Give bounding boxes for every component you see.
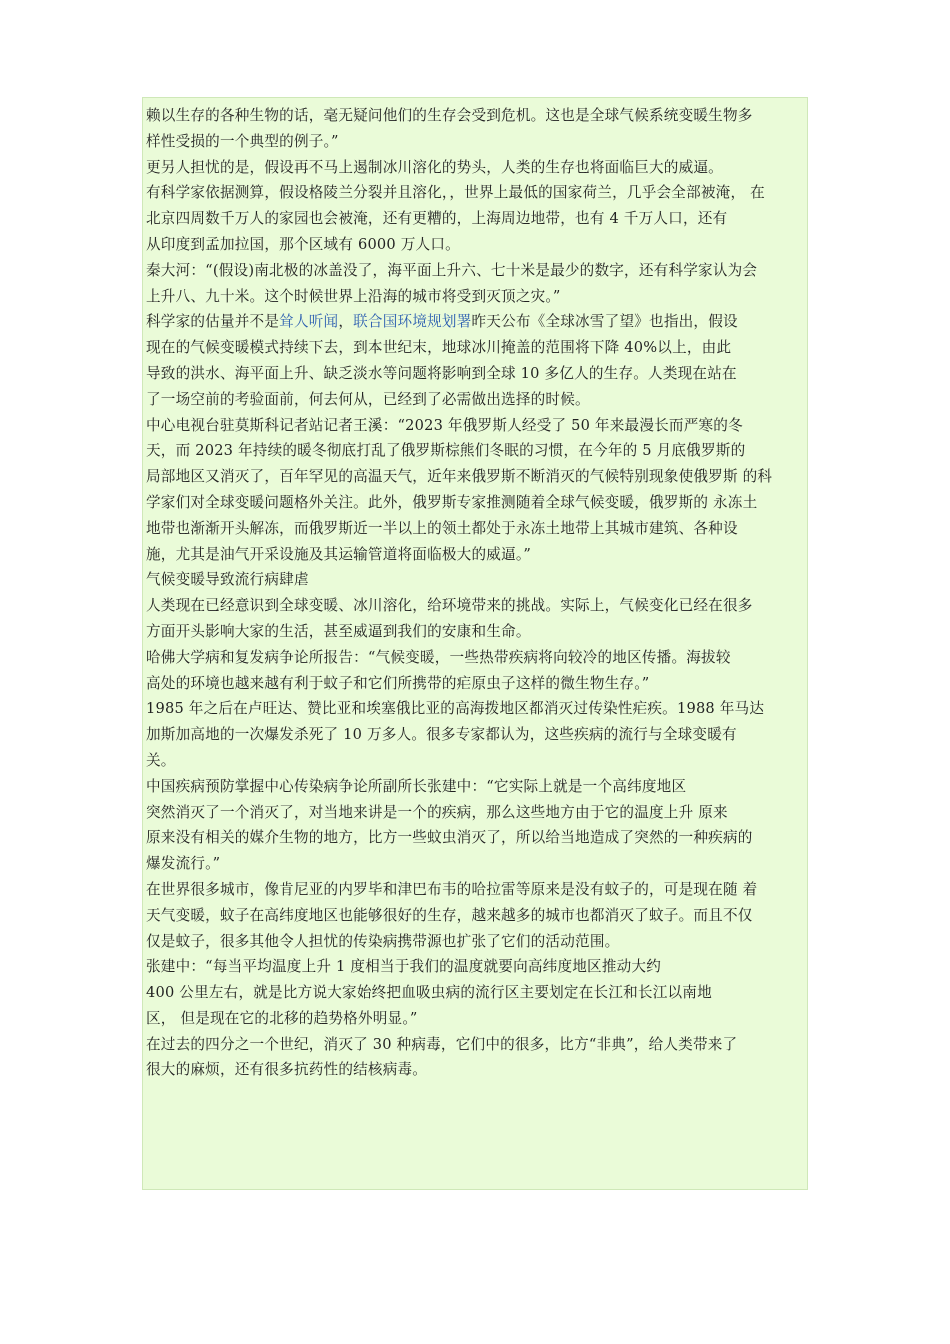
- text-line: 高处的环境也越来越有利于蚊子和它们所携带的疟原虫子这样的微生物生存。”: [146, 674, 650, 692]
- text-line: 天，而 2023 年持续的暖冬彻底打乱了俄罗斯棕熊们冬眠的习惯，在今年的 5 月底俄罗斯的: [146, 442, 746, 460]
- text-segment: ，: [338, 313, 354, 331]
- text-line: 更另人担忧的是，假设再不马上遏制冰川溶化的势头，人类的生存也将面临巨大的威逼。: [146, 158, 723, 176]
- text-line: 有科学家依据测算，假设格陵兰分裂并且溶化，，世界上最低的国家荷兰，几乎会全部被淹， 在: [146, 184, 765, 202]
- text-line: 秦大河：“(假设)南北极的冰盖没了，海平面上升六、七十米是最少的数字，还有科学家认为会: [146, 261, 758, 279]
- text-line: 原来没有相关的媒介生物的地方，比方一些蚊虫消灭了，所以给当地造成了突然的一种疾病的: [146, 829, 753, 847]
- text-segment: 昨天公布《全球冰雪了望》也指出，假设: [471, 313, 738, 331]
- text-line: 400 公里左右，就是比方说大家始终把血吸虫病的流行区主要划定在长江和长江以南地: [146, 984, 712, 1002]
- section-heading: 气候变暖导致流行病肆虐: [146, 571, 309, 589]
- text-line: 现在的气候变暖模式持续下去，到本世纪末，地球冰川掩盖的范围将下降 40%以上，由此: [146, 339, 732, 357]
- text-line: 张建中：“每当平均温度上升 1 度相当于我们的温度就要向高纬度地区推动大约: [146, 958, 662, 976]
- text-line: 导致的洪水、海平面上升、缺乏淡水等问题将影响到全球 10 多亿人的生存。人类现在站在: [146, 364, 737, 382]
- text-line: 方面开头影响大家的生活，甚至威逼到我们的安康和生命。: [146, 622, 531, 640]
- text-line: 局部地区又消灭了，百年罕见的高温天气，近年来俄罗斯不断消灭的气候特别现象使俄罗斯 的科: [146, 468, 773, 486]
- article-body: [146, 103, 812, 1083]
- text-line: 人类现在已经意识到全球变暖、冰川溶化，给环境带来的挑战。实际上，气候变化已经在很多: [146, 597, 753, 615]
- text-line: 中心电视台驻莫斯科记者站记者王溪：“2023 年俄罗斯人经受了 50 年来最漫长而严寒的冬: [146, 416, 743, 434]
- text-line: 在过去的四分之一个世纪，消灭了 30 种病毒，它们中的很多，比方“非典”，给人类带来了: [146, 1035, 738, 1053]
- text-segment: 科学家的估量并不是: [146, 313, 280, 331]
- text-line: 仅是蚊子，很多其他令人担忧的传染病携带源也扩张了它们的活动范围。: [146, 932, 620, 950]
- text-line-with-links: [146, 309, 812, 335]
- text-line: 样性受损的一个典型的例子。”: [146, 132, 339, 150]
- text-line: 加斯加高地的一次爆发杀死了 10 万多人。很多专家都认为，这些疾病的流行与全球变暖有: [146, 726, 737, 744]
- text-line: 学家们对全球变暖问题格外关注。此外，俄罗斯专家推测随着全球气候变暖，俄罗斯的 永冻土: [146, 493, 758, 511]
- text-line: 1985 年之后在卢旺达、赞比亚和埃塞俄比亚的高海拨地区都消灭过传染性疟疾。1988 年马达: [146, 700, 765, 718]
- text-line: 赖以生存的各种生物的话，毫无疑问他们的生存会受到危机。这也是全球气候系统变暖生物多: [146, 107, 753, 124]
- text-line: 哈佛大学病和复发病争论所报告：“气候变暖，一些热带疾病将向较冷的地区传播。海拔较: [146, 648, 731, 666]
- text-line: 北京四周数千万人的家园也会被淹，还有更糟的，上海周边地带，也有 4 千万人口，还有: [146, 210, 728, 228]
- text-line: 关。: [146, 751, 176, 769]
- text-line: 在世界很多城市，像肯尼亚的内罗毕和津巴布韦的哈拉雷等原来是没有蚊子的，可是现在随 着: [146, 880, 758, 898]
- text-line: 爆发流行。”: [146, 855, 221, 873]
- text-line: 天气变暖，蚊子在高纬度地区也能够很好的生存，越来越多的城市也都消灭了蚊子。而且不仅: [146, 906, 753, 924]
- link-unep[interactable]: 联合国环境规划署: [353, 313, 472, 331]
- text-line: 区， 但是现在它的北移的趋势格外明显。”: [146, 1009, 418, 1027]
- text-line: 了一场空前的考验面前，何去何从，已经到了必需做出选择的时候。: [146, 390, 590, 408]
- text-line: 突然消灭了一个消灭了，对当地来讲是一个的疾病，那么这些地方由于它的温度上升 原来: [146, 803, 728, 821]
- text-line: 地带也渐渐开头解冻，而俄罗斯近一半以上的领土都处于永冻土地带上其城市建筑、各种设: [146, 519, 738, 537]
- text-line: 中国疾病预防掌握中心传染病争论所副所长张建中：“它实际上就是一个高纬度地区: [146, 777, 687, 795]
- text-line: 很大的麻烦，还有很多抗药性的结核病毒。: [146, 1061, 428, 1079]
- link-sensational[interactable]: 耸人听闻: [279, 313, 339, 331]
- text-line: 从印度到孟加拉国，那个区域有 6000 万人口。: [146, 235, 460, 253]
- text-line: 上升八、九十米。这个时候世界上沿海的城市将受到灭顶之灾。”: [146, 287, 561, 305]
- text-line: 施，尤其是油气开采设施及其运输管道将面临极大的威逼。”: [146, 545, 532, 563]
